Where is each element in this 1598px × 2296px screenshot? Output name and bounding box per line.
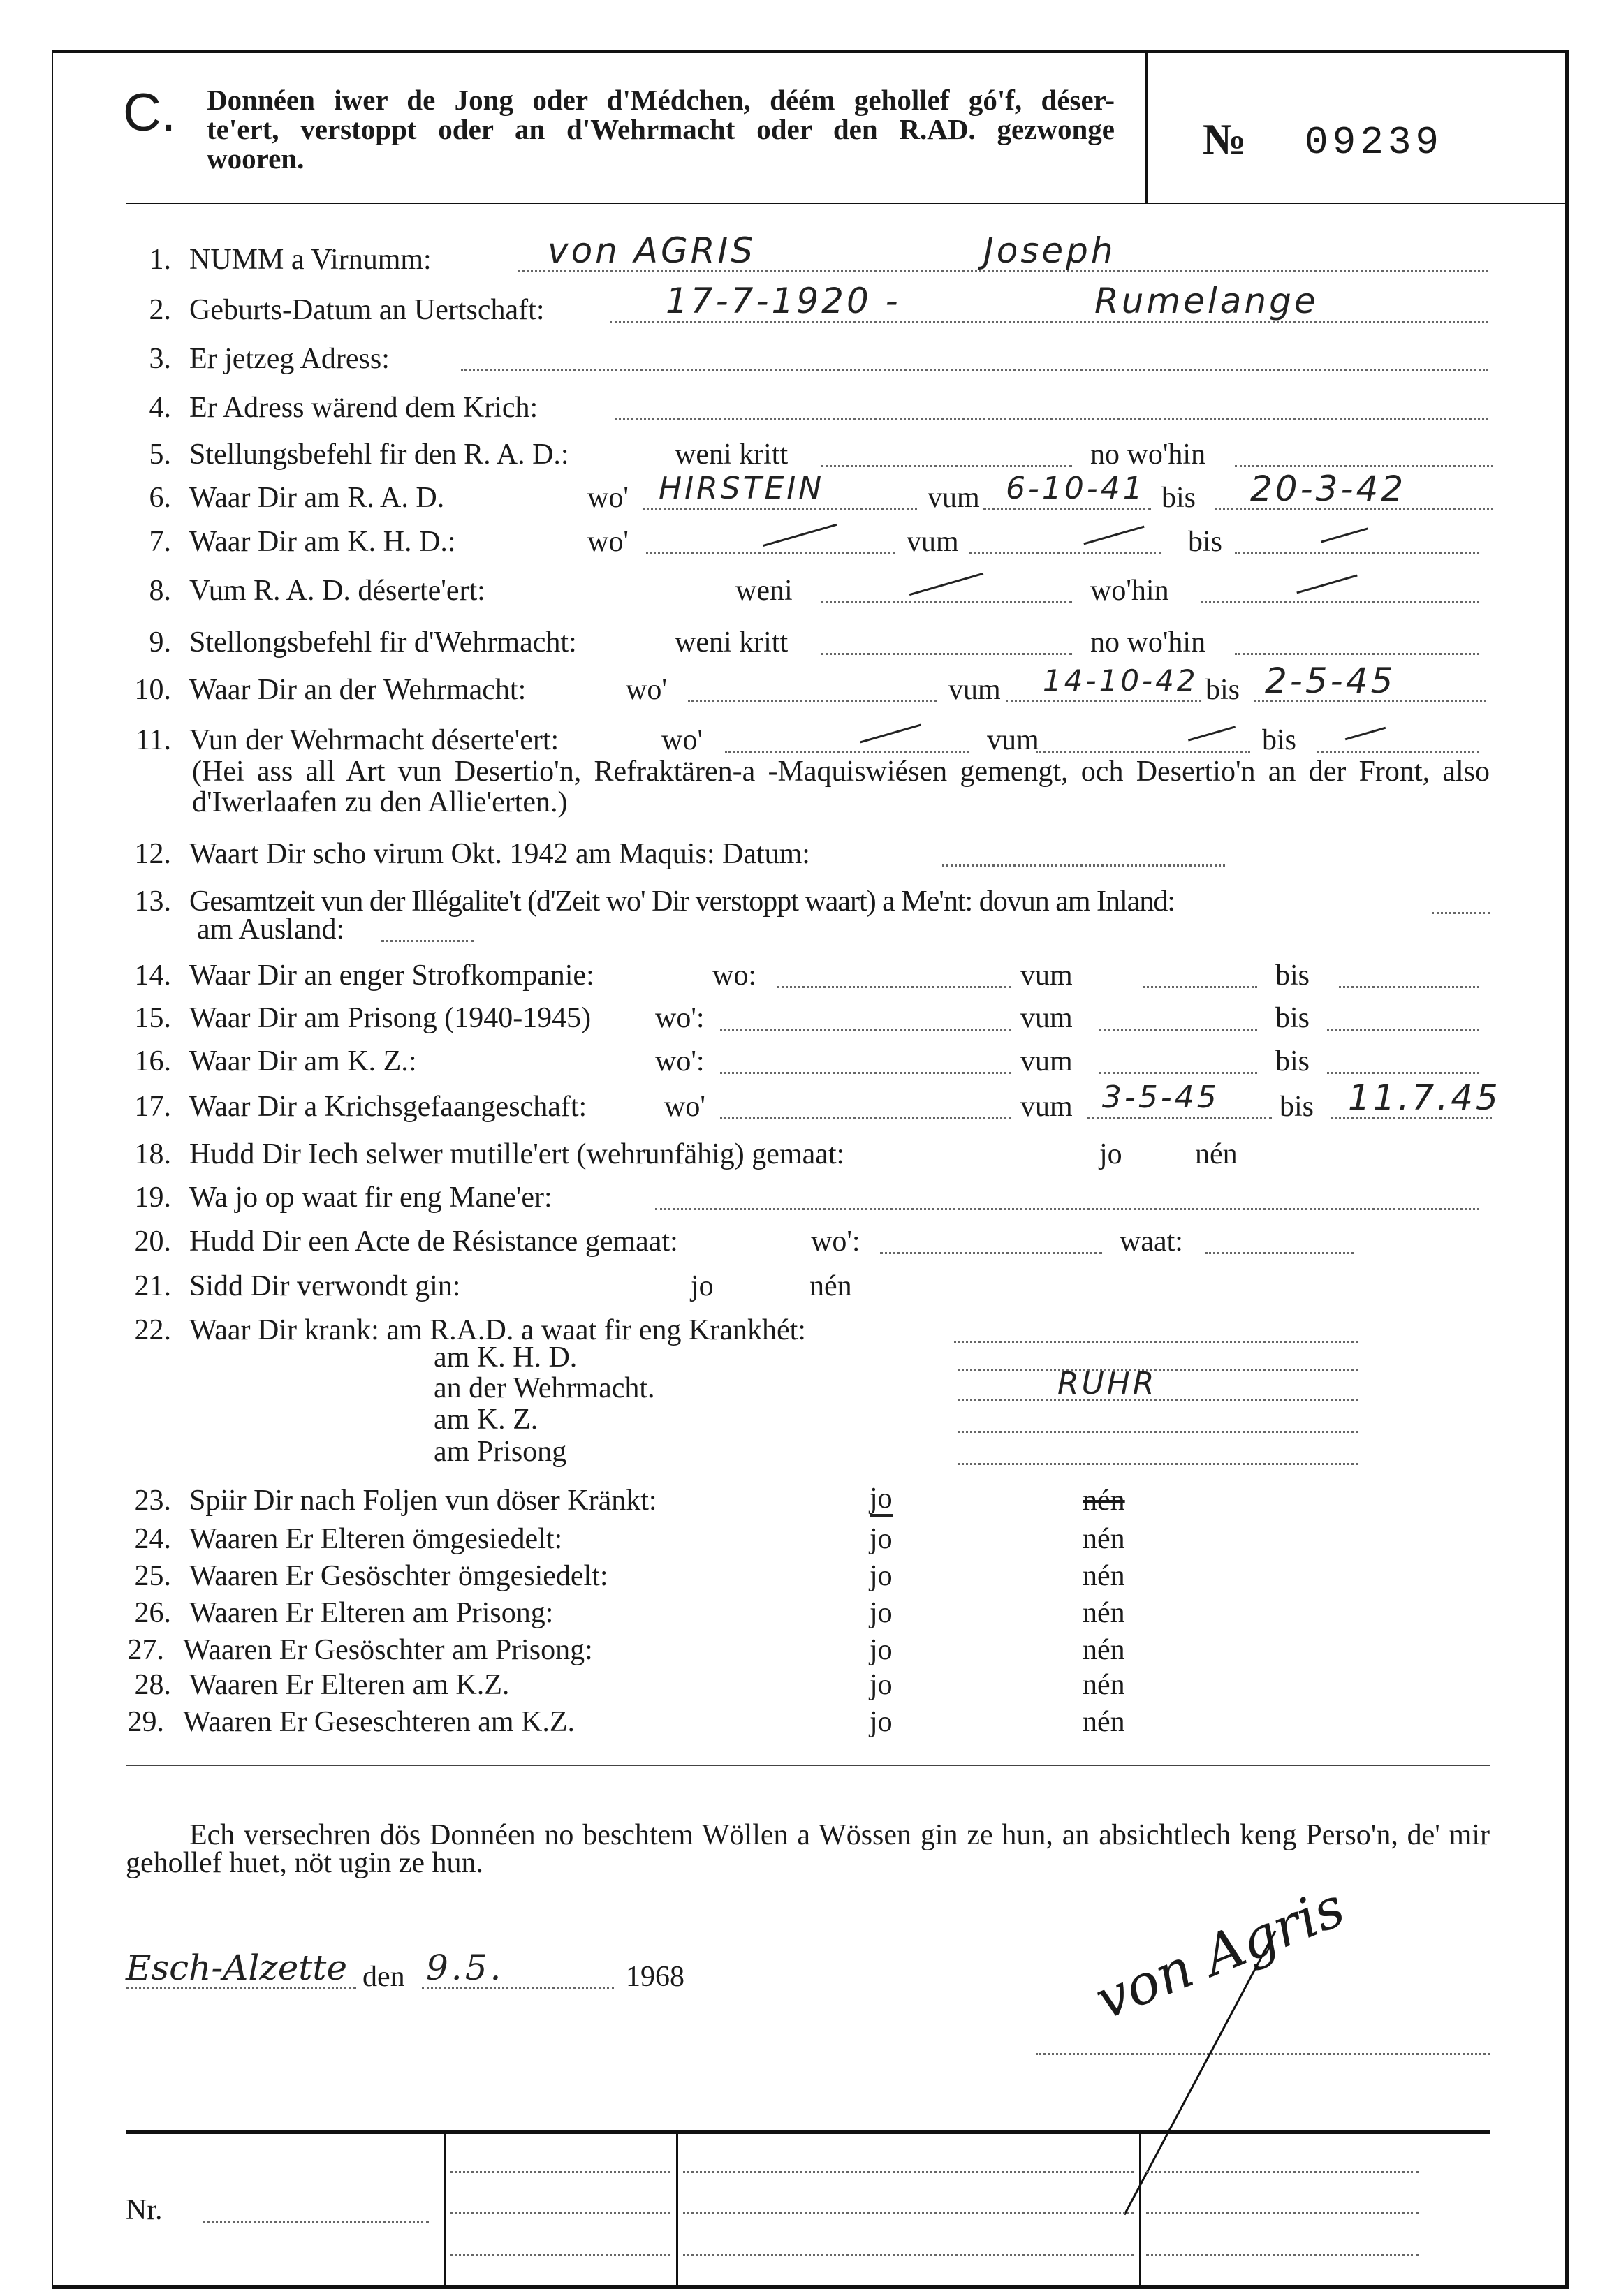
title-line: wooren.	[207, 142, 305, 175]
section-letter: C.	[123, 83, 176, 142]
where-field[interactable]	[1235, 653, 1479, 655]
item-number: 2.	[149, 294, 171, 326]
option-yes[interactable]: jo	[1099, 1138, 1122, 1170]
field-label: bis	[1280, 1091, 1314, 1123]
strike-mark	[1296, 575, 1357, 594]
item-label: Geburts-Datum an Uertschaft:	[189, 294, 545, 326]
table-cell[interactable]	[683, 2254, 1134, 2256]
item-number: 20.	[134, 1226, 171, 1258]
table-cell[interactable]	[1146, 2254, 1419, 2256]
field-label: bis	[1275, 1002, 1310, 1034]
item-12	[0, 837, 1598, 871]
item-label: Waaren Er Geseschteren am K.Z.	[183, 1706, 576, 1738]
field-label: waat:	[1120, 1226, 1183, 1258]
section-title	[207, 85, 1115, 173]
title-line: Donnéen iwer de Jong oder d'Médchen, déém gehollef gó'f, déser-	[207, 84, 1115, 116]
item-number: 7.	[149, 526, 171, 558]
where-field[interactable]	[1235, 465, 1493, 467]
col-divider	[676, 2134, 678, 2285]
item-label: Hudd Dir Iech selwer mutille'ert (wehrunfähig) gemaat:	[189, 1138, 845, 1170]
item-number: 11.	[135, 724, 171, 756]
item-22	[0, 1313, 1598, 1473]
item-number: 26.	[134, 1597, 171, 1629]
nr-label: Nr.	[126, 2194, 163, 2226]
illness-wehrmacht-field[interactable]	[958, 1399, 1358, 1401]
section-rule	[126, 1765, 1490, 1766]
item-number: 25.	[134, 1560, 171, 1592]
handwritten-birthplace: Rumelange	[1094, 281, 1319, 321]
where-field[interactable]	[720, 1117, 1011, 1119]
field-label: vum	[907, 526, 959, 558]
item-number: 5.	[149, 439, 171, 471]
item-9	[0, 625, 1598, 660]
where-field[interactable]	[1201, 601, 1479, 603]
number-sign: №	[1203, 116, 1247, 163]
item-23	[0, 1483, 1598, 1518]
item-5	[0, 437, 1598, 472]
item-label: Stellungsbefehl fir den R. A. D.:	[189, 439, 569, 471]
where-field[interactable]	[777, 986, 1011, 988]
option-yes[interactable]: jo	[870, 1560, 893, 1592]
field-label: wo'hin	[1090, 575, 1169, 607]
to-field[interactable]	[1327, 1029, 1479, 1031]
strike-mark	[909, 573, 984, 596]
item-20	[0, 1224, 1598, 1259]
field-label: wo'	[626, 674, 667, 706]
handwritten-place: HIRSTEIN	[659, 471, 825, 506]
handwritten-to-date: 2-5-45	[1265, 661, 1396, 701]
header-rule	[126, 203, 1565, 204]
handwritten-place: Esch-Alzette	[126, 1948, 348, 1988]
field-label: wo':	[811, 1226, 860, 1258]
item-1	[0, 230, 1598, 277]
field-label: wo'	[661, 724, 703, 756]
item-label: Wa jo op waat fir eng Mane'er:	[189, 1182, 552, 1214]
item-number: 28.	[134, 1669, 171, 1701]
from-field[interactable]	[1099, 1029, 1257, 1031]
item-2	[0, 281, 1598, 328]
item-label: Gesamtzeit vun der Illégalite't (d'Zeit wo' Dir verstoppt waart) a Me'nt: dovun am Inland:	[189, 885, 1175, 918]
where-field[interactable]	[720, 1072, 1011, 1074]
sub-label: am Prisong	[434, 1436, 567, 1468]
item-10	[0, 661, 1598, 707]
table-cell[interactable]	[450, 2212, 670, 2214]
item-number: 15.	[134, 1002, 171, 1034]
item-label: Vum R. A. D. déserte'ert:	[189, 575, 485, 607]
where-field[interactable]	[720, 1029, 1011, 1031]
field-label: bis	[1161, 482, 1196, 514]
strike-mark	[1321, 527, 1368, 543]
strike-mark	[763, 524, 837, 547]
option-no[interactable]: nén	[1083, 1634, 1125, 1666]
inland-field[interactable]	[1432, 912, 1490, 914]
item-label: Waaren Er Elteren am Prisong:	[189, 1597, 554, 1629]
field-label: no wo'hin	[1090, 439, 1206, 471]
item-label: Waaren Er Gesöschter am Prisong:	[183, 1634, 593, 1666]
to-field[interactable]	[1327, 1072, 1479, 1074]
handwritten-birthdate: 17-7-1920 -	[666, 281, 901, 321]
item-label: Er Adress wärend dem Krich:	[189, 392, 538, 424]
table-cell[interactable]	[683, 2171, 1134, 2173]
border-bottom	[52, 2285, 1569, 2289]
option-no[interactable]: nén	[1083, 1560, 1125, 1592]
item-18	[0, 1137, 1598, 1172]
table-cell[interactable]	[683, 2212, 1134, 2214]
item-label: Spiir Dir nach Foljen vun döser Kränkt:	[189, 1485, 657, 1517]
item-24	[0, 1522, 1598, 1557]
option-yes[interactable]: jo	[870, 1634, 893, 1666]
item-label: Waar Dir am R. A. D.	[189, 482, 445, 514]
field-label: wo'	[587, 482, 629, 514]
field-label: wo'	[587, 526, 629, 558]
field-label: vum	[948, 674, 1001, 706]
item-25	[0, 1559, 1598, 1594]
manner-field[interactable]	[655, 1208, 1479, 1210]
handwritten-firstname: Joseph	[983, 230, 1116, 271]
item-number: 12.	[134, 838, 171, 870]
item-label: Waar Dir am Prisong (1940-1945)	[189, 1002, 592, 1034]
item-8	[0, 573, 1598, 608]
item-number: 1.	[149, 244, 171, 276]
item-note: (Hei ass all Art vun Desertio'n, Refraktären-a -Maquiswiésen gemengt, och Desertio'n an der Front, also d'Iwerlaafen zu den Allie'erten.)	[192, 756, 1490, 818]
when-field[interactable]	[821, 601, 1072, 603]
option-no[interactable]: nén	[809, 1270, 852, 1302]
sub-label: am K. Z.	[434, 1404, 538, 1436]
item-number: 19.	[134, 1182, 171, 1214]
item-13	[0, 884, 1598, 954]
war-address-field[interactable]	[615, 418, 1488, 420]
item-number: 29.	[127, 1706, 164, 1738]
table-cell[interactable]	[450, 2254, 670, 2256]
item-label: Waaren Er Elteren am K.Z.	[189, 1669, 510, 1701]
field-label: bis	[1188, 526, 1223, 558]
when-field[interactable]	[821, 465, 1072, 467]
item-number: 3.	[149, 343, 171, 375]
handwritten-to-date: 11.7.45	[1348, 1077, 1501, 1118]
item-number: 9.	[149, 626, 171, 658]
field-label: weni kritt	[675, 626, 789, 658]
handwritten-date: 9.5.	[426, 1948, 504, 1988]
col-divider	[1139, 2134, 1141, 2285]
item-number: 17.	[134, 1091, 171, 1123]
what-field[interactable]	[1205, 1252, 1354, 1254]
item-16	[0, 1044, 1598, 1079]
border-top	[52, 50, 1569, 53]
strike-mark	[1345, 727, 1386, 740]
item-label: Waar Dir krank: am R.A.D. a waat fir eng Krankhét:	[189, 1314, 806, 1346]
to-field[interactable]	[1235, 552, 1479, 554]
year-label: 1968	[626, 1961, 684, 1993]
where-field[interactable]	[688, 700, 937, 702]
item-label: am Ausland:	[197, 913, 345, 945]
item-label: NUMM a Virnumm:	[189, 244, 432, 276]
item-28	[0, 1668, 1598, 1702]
item-29	[0, 1705, 1598, 1739]
item-label: Sidd Dir verwondt gin:	[189, 1270, 461, 1302]
field-label: vum	[1020, 1002, 1073, 1034]
item-number: 27.	[127, 1634, 164, 1666]
field-label: wo'	[664, 1091, 705, 1123]
place-date-line	[0, 1948, 1598, 1994]
option-no[interactable]: nén	[1083, 1706, 1125, 1738]
strike-mark	[1083, 526, 1144, 545]
illness-rad-field[interactable]	[954, 1341, 1358, 1343]
item-number: 18.	[134, 1138, 171, 1170]
item-number: 13.	[134, 885, 171, 918]
field-label: no wo'hin	[1090, 626, 1206, 658]
illness-prison-field[interactable]	[958, 1463, 1358, 1465]
handwritten-from-date: 6-10-41	[1006, 471, 1145, 506]
item-label: Waar Dir a Krichsgefaangeschaft:	[189, 1091, 587, 1123]
item-number: 16.	[134, 1045, 171, 1077]
field-label: bis	[1275, 1045, 1310, 1077]
from-field[interactable]	[1036, 751, 1250, 753]
item-number: 6.	[149, 482, 171, 514]
field-label: vum	[1020, 1045, 1073, 1077]
field-label: bis	[1205, 674, 1240, 706]
signature-field[interactable]	[1036, 2053, 1490, 2055]
item-number: 14.	[134, 959, 171, 992]
from-field[interactable]	[969, 552, 1161, 554]
strike-mark	[1188, 726, 1236, 741]
strike-mark	[860, 724, 921, 744]
item-15	[0, 1001, 1598, 1036]
field-label: weni kritt	[675, 439, 789, 471]
declaration-text: Ech versechren dös Donnéen no beschtem Wöllen a Wössen gin ze hun, an absichtlech keng Perso'n, de' mir gehollef huet, nöt ugin ze hun.	[126, 1819, 1490, 1879]
item-17	[0, 1077, 1598, 1124]
sub-label: am K. H. D.	[434, 1341, 578, 1374]
item-27	[0, 1633, 1598, 1668]
item-7	[0, 524, 1598, 559]
footer-rule	[126, 2130, 1490, 2134]
option-yes-selected[interactable]: jo	[870, 1483, 893, 1517]
option-yes[interactable]: jo	[870, 1597, 893, 1629]
option-no[interactable]: nén	[1195, 1138, 1238, 1170]
option-yes[interactable]: jo	[870, 1706, 893, 1738]
item-label: Waaren Er Gesöschter ömgesiedelt:	[189, 1560, 608, 1592]
den-label: den	[362, 1961, 405, 1993]
from-field[interactable]	[1143, 986, 1257, 988]
handwritten-to-date: 20-3-42	[1250, 469, 1407, 509]
field-label: wo':	[655, 1045, 705, 1077]
from-field[interactable]	[1099, 1072, 1257, 1074]
handwritten-illness: RUHR	[1057, 1366, 1157, 1401]
date-field[interactable]	[942, 864, 1225, 867]
illness-khd-field[interactable]	[958, 1369, 1358, 1371]
field-label: wo':	[655, 1002, 705, 1034]
when-field[interactable]	[821, 653, 1072, 655]
where-field[interactable]	[880, 1252, 1102, 1254]
option-no-struck[interactable]: nén	[1083, 1485, 1125, 1517]
item-number: 4.	[149, 392, 171, 424]
item-number: 24.	[134, 1523, 171, 1555]
field-label: bis	[1275, 959, 1310, 992]
field-label: wo:	[712, 959, 756, 992]
option-no[interactable]: nén	[1083, 1523, 1125, 1555]
field-label: bis	[1262, 724, 1297, 756]
address-field[interactable]	[461, 369, 1488, 371]
item-label: Hudd Dir een Acte de Résistance gemaat:	[189, 1226, 678, 1258]
sub-label: an der Wehrmacht.	[434, 1372, 655, 1404]
item-4	[0, 390, 1598, 425]
item-label: Waar Dir an der Wehrmacht:	[189, 674, 527, 706]
table-cell[interactable]	[450, 2171, 670, 2173]
abroad-field[interactable]	[381, 940, 474, 942]
item-number: 21.	[134, 1270, 171, 1302]
where-field[interactable]	[725, 751, 969, 753]
to-field[interactable]	[1339, 986, 1479, 988]
item-label: Waar Dir an enger Strofkompanie:	[189, 959, 594, 992]
header-divider	[1145, 50, 1148, 203]
item-label: Waart Dir scho virum Okt. 1942 am Maquis: Datum:	[189, 838, 810, 870]
item-number: 23.	[134, 1485, 171, 1517]
item-26	[0, 1596, 1598, 1631]
item-6	[0, 469, 1598, 515]
item-label: Er jetzeg Adress:	[189, 343, 390, 375]
table-cell[interactable]	[1146, 2171, 1419, 2173]
item-19	[0, 1180, 1598, 1215]
item-11	[0, 723, 1598, 827]
item-label: Waaren Er Elteren ömgesiedelt:	[189, 1523, 563, 1555]
col-divider	[444, 2134, 446, 2285]
item-label: Waar Dir am K. H. D.:	[189, 526, 456, 558]
field-label: vum	[928, 482, 980, 514]
signature: von Agris	[1087, 1876, 1354, 2032]
item-label: Waar Dir am K. Z.:	[189, 1045, 417, 1077]
item-number: 8.	[149, 575, 171, 607]
field-label: vum	[987, 724, 1039, 756]
handwritten-from-date: 3-5-45	[1102, 1080, 1219, 1115]
option-yes[interactable]: jo	[691, 1270, 714, 1302]
item-3	[0, 341, 1598, 376]
title-line: te'ert, verstoppt oder an d'Wehrmacht oder den R.AD. gezwonge	[207, 113, 1115, 145]
option-no[interactable]: nén	[1083, 1597, 1125, 1629]
table-cell[interactable]	[1146, 2212, 1419, 2214]
option-yes[interactable]: jo	[870, 1523, 893, 1555]
item-number: 22.	[134, 1314, 171, 1346]
option-no[interactable]: nén	[1083, 1669, 1125, 1701]
where-field[interactable]	[646, 552, 895, 554]
form-number: 09239	[1305, 120, 1444, 165]
item-number: 10.	[134, 674, 171, 706]
field-label: weni	[735, 575, 793, 607]
option-yes[interactable]: jo	[870, 1669, 893, 1701]
field-label: vum	[1020, 959, 1073, 992]
illness-kz-field[interactable]	[958, 1431, 1358, 1433]
item-21	[0, 1269, 1598, 1304]
item-label: Vun der Wehrmacht déserte'ert:	[189, 724, 559, 756]
field-label: vum	[1020, 1091, 1073, 1123]
nr-field[interactable]	[203, 2221, 429, 2223]
handwritten-surname: von AGRIS	[548, 230, 756, 271]
handwritten-from-date: 14-10-42	[1043, 663, 1198, 698]
item-14	[0, 958, 1598, 993]
item-label: Stellongsbefehl fir d'Wehrmacht:	[189, 626, 577, 658]
to-field[interactable]	[1317, 751, 1479, 753]
